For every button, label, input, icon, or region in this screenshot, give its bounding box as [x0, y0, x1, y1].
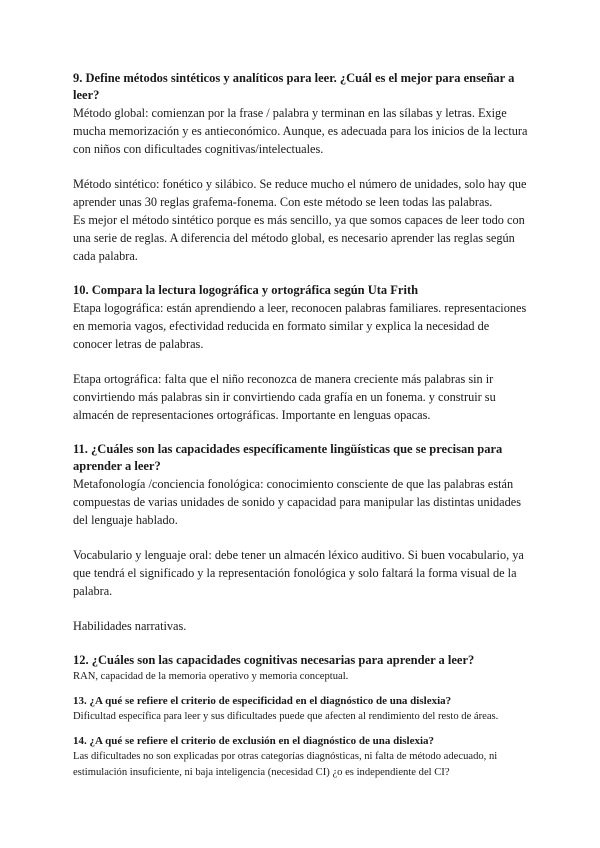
section-11 — [73, 441, 528, 635]
section-heading: 12. ¿Cuáles son las capacidades cognitivas necesarias para aprender a leer? — [73, 653, 475, 667]
section-9 — [73, 70, 528, 265]
paragraph: RAN, capacidad de la memoria operativo y memoria conceptual. — [73, 671, 349, 682]
paragraph: Vocabulario y lenguaje oral: debe tener un almacén léxico auditivo. Si buen vocabulario, ya que tendrá el significado y la representación fonológica y solo faltará la forma visual de la palabra. — [73, 548, 524, 598]
paragraph: Etapa logográfica: están aprendiendo a leer, reconocen palabras familiares. representaciones en memoria vagos, efectividad reducida en formato similar y explica la necesidad de conocer letras de palabras. — [73, 301, 527, 351]
section-10 — [73, 282, 528, 424]
paragraph: Metafonología /conciencia fonológica: conocimiento consciente de que las palabras están compuestas de varias unidades de sonido y capacidad para manipular las distintas unidades del lenguaje hablado. — [73, 477, 522, 527]
section-heading: 14. ¿A qué se refiere el criterio de exclusión en el diagnóstico de una dislexia? — [73, 735, 435, 747]
section-heading: 11. ¿Cuáles son las capacidades específicamente lingüísticas que se precisan para aprender a leer? — [73, 442, 503, 473]
paragraph: Etapa ortográfica: falta que el niño reconozca de manera creciente más palabras sin ir convirtiendo más palabras sin ir convirtiendo cada grafía en un fonema. y construir su almacén de representaciones ortográficas. Importante en lenguas opacas. — [73, 372, 496, 422]
section-heading: 13. ¿A qué se refiere el criterio de especificidad en el diagnóstico de una dislexia? — [73, 695, 452, 707]
paragraph: Habilidades narrativas. — [73, 619, 187, 633]
section-heading: 10. Compara la lectura logográfica y ortográfica según Uta Frith — [73, 283, 419, 297]
section-heading: 9. Define métodos sintéticos y analíticos para leer. ¿Cuál es el mejor para enseñar a leer? — [73, 71, 515, 102]
paragraph: Las dificultades no son explicadas por otras categorías diagnósticas, ni falta de método adecuado, ni estimulación insuficiente, ni baja inteligencia (necesidad CI) ¿o es independiente del CI? — [73, 751, 498, 778]
section-14 — [73, 734, 528, 781]
paragraph: Método global: comienzan por la frase / palabra y terminan en las sílabas y letras. Exige mucha memorización y es antieconómico. Aunque, es adecuada para los inicios de la lectura con niños con dificultades cognitivas/intelectuales. — [73, 106, 528, 156]
paragraph: Dificultad específica para leer y sus dificultades puede que afecten al rendimiento del resto de áreas. — [73, 711, 499, 722]
section-13 — [73, 694, 528, 725]
section-12 — [73, 652, 528, 685]
paragraph: Es mejor el método sintético porque es más sencillo, ya que somos capaces de leer todo con una serie de reglas. A diferencia del método global, es necesario aprender las reglas según cada palabra. — [73, 213, 525, 263]
paragraph: Método sintético: fonético y silábico. Se reduce mucho el número de unidades, solo hay que aprender unas 30 reglas grafema-fonema. Con este método se leen todas las palabras. — [73, 177, 527, 209]
